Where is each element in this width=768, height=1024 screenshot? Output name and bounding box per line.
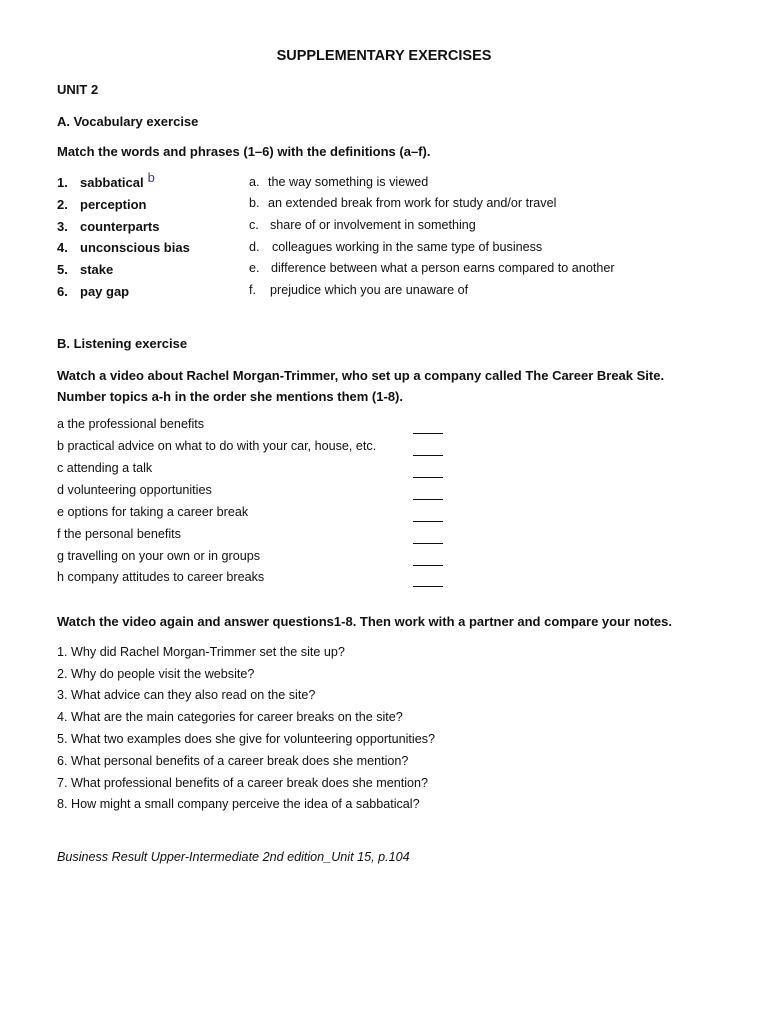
definition-letter: f. xyxy=(249,283,256,297)
definition-letter: c. xyxy=(249,218,259,232)
topic-text: practical advice on what to do with your car, house, etc. xyxy=(67,439,377,453)
topic-letter: f xyxy=(57,527,61,541)
word-number: 1. xyxy=(57,175,68,190)
answer-blank[interactable] xyxy=(413,508,443,522)
topic-text: the personal benefits xyxy=(64,527,181,541)
word-text: unconscious bias xyxy=(80,240,190,255)
word-item xyxy=(57,240,190,255)
answer-blank[interactable] xyxy=(413,573,443,587)
answer-blank[interactable] xyxy=(413,464,443,478)
question-item: 3. What advice can they also read on the site? xyxy=(57,688,316,702)
word-item xyxy=(57,219,159,234)
definition-item xyxy=(249,240,542,254)
section-b-instruction-line1: Watch a video about Rachel Morgan-Trimmer, who set up a company called The Career Break Site. xyxy=(57,368,665,383)
topic-text: the professional benefits xyxy=(67,417,205,431)
word-number: 5. xyxy=(57,262,68,277)
topic-letter: b xyxy=(57,439,65,453)
definition-text: share of or involvement in something xyxy=(270,218,476,232)
handwritten-answer-mark: b xyxy=(147,170,155,185)
topic-item xyxy=(57,417,204,431)
topic-letter: e xyxy=(57,505,65,519)
answer-blank[interactable] xyxy=(413,442,443,456)
topic-item xyxy=(57,483,212,497)
answer-blank[interactable] xyxy=(413,486,443,500)
definition-letter: a. xyxy=(249,175,260,189)
answer-blank[interactable] xyxy=(413,552,443,566)
question-item: 8. How might a small company perceive the idea of a sabbatical? xyxy=(57,797,420,811)
definition-letter: b. xyxy=(249,196,260,210)
source-citation: Business Result Upper-Intermediate 2nd edition_Unit 15, p.104 xyxy=(57,850,410,864)
definition-letter: d. xyxy=(249,240,260,254)
word-text: counterparts xyxy=(80,219,160,234)
topic-text: options for taking a career break xyxy=(67,505,249,519)
question-item: 1. Why did Rachel Morgan-Trimmer set the site up? xyxy=(57,645,345,659)
answer-blank[interactable] xyxy=(413,530,443,544)
section-a-heading: A. Vocabulary exercise xyxy=(57,114,199,129)
section-b-instruction-2: Watch the video again and answer questions1-8. Then work with a partner and compare your notes. xyxy=(57,614,672,629)
topic-letter: c xyxy=(57,461,64,475)
topic-text: company attitudes to career breaks xyxy=(67,570,265,584)
definition-item xyxy=(249,218,476,232)
definition-text: prejudice which you are unaware of xyxy=(270,283,469,297)
word-item xyxy=(57,197,146,212)
topic-item xyxy=(57,461,152,475)
definition-text: difference between what a person earns compared to another xyxy=(271,261,615,275)
topic-text: volunteering opportunities xyxy=(67,483,212,497)
section-b-heading: B. Listening exercise xyxy=(57,336,188,351)
word-item xyxy=(57,262,113,277)
definition-item xyxy=(249,196,556,210)
definition-item xyxy=(249,261,615,275)
topic-letter: g xyxy=(57,549,65,563)
word-item xyxy=(57,170,155,190)
word-text: pay gap xyxy=(80,284,130,299)
question-item: 6. What personal benefits of a career break does she mention? xyxy=(57,754,409,768)
topic-item xyxy=(57,505,248,519)
word-number: 3. xyxy=(57,219,68,234)
topic-letter: a xyxy=(57,417,65,431)
section-b-instruction-line2: Number topics a-h in the order she mentions them (1-8). xyxy=(57,389,403,404)
word-text: sabbatical xyxy=(80,175,144,190)
topic-letter: h xyxy=(57,570,65,584)
word-item xyxy=(57,284,129,299)
word-text: perception xyxy=(80,197,147,212)
word-text: stake xyxy=(80,262,114,277)
topic-letter: d xyxy=(57,483,65,497)
answer-blank[interactable] xyxy=(413,420,443,434)
topic-item xyxy=(57,549,260,563)
question-item: 7. What professional benefits of a career break does she mention? xyxy=(57,776,429,790)
page-title: SUPPLEMENTARY EXERCISES xyxy=(276,48,492,64)
section-a-instruction: Match the words and phrases (1–6) with the definitions (a–f). xyxy=(57,144,431,159)
definition-item xyxy=(249,283,468,297)
topic-text: travelling on your own or in groups xyxy=(67,549,261,563)
topic-item xyxy=(57,439,376,453)
question-item: 5. What two examples does she give for volunteering opportunities? xyxy=(57,732,436,746)
definition-text: colleagues working in the same type of business xyxy=(272,240,543,254)
topic-item xyxy=(57,527,181,541)
unit-label: UNIT 2 xyxy=(57,82,99,97)
word-number: 6. xyxy=(57,284,68,299)
topic-item xyxy=(57,570,264,584)
topic-text: attending a talk xyxy=(66,461,153,475)
question-item: 4. What are the main categories for career breaks on the site? xyxy=(57,710,403,724)
definition-letter: e. xyxy=(249,261,260,275)
word-number: 4. xyxy=(57,240,68,255)
definition-item xyxy=(249,175,428,189)
definition-text: the way something is viewed xyxy=(268,175,429,189)
definition-text: an extended break from work for study and/or travel xyxy=(268,196,557,210)
question-item: 2. Why do people visit the website? xyxy=(57,667,255,681)
word-number: 2. xyxy=(57,197,68,212)
